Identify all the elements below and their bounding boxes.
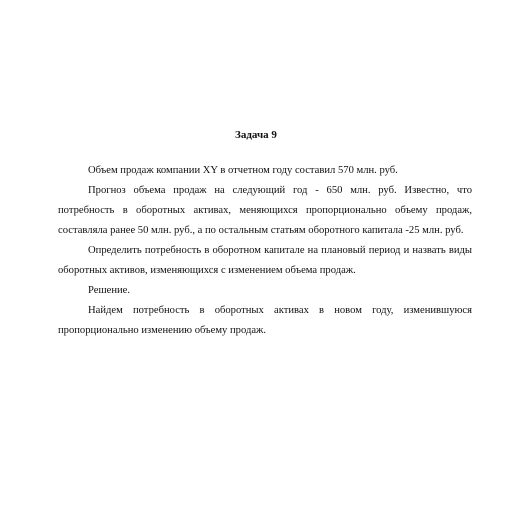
task-title: Задача 9 xyxy=(235,129,277,141)
paragraph-solution-heading: Решение. xyxy=(88,285,131,296)
document-body xyxy=(58,161,472,341)
paragraph-sales-volume: Объем продаж компании XY в отчетном году составил 570 млн. руб. xyxy=(88,165,398,176)
paragraph-forecast: Прогноз объема продаж на следующий год - 650 млн. руб. Известно, что потребность в оборотных активах, меняющихся пропорционально объему продаж, составляла ранее 50 млн. руб., а по остальным статьям оборотного капитала -25 млн. руб. xyxy=(58,185,472,236)
paragraph-task: Определить потребность в оборотном капитале на плановый период и назвать виды оборотных активов, изменяющихся с изменением объема продаж. xyxy=(58,245,472,276)
paragraph-solution-step: Найдем потребность в оборотных активах в новом году, изменившуюся пропорционально изменению объему продаж. xyxy=(58,305,472,336)
